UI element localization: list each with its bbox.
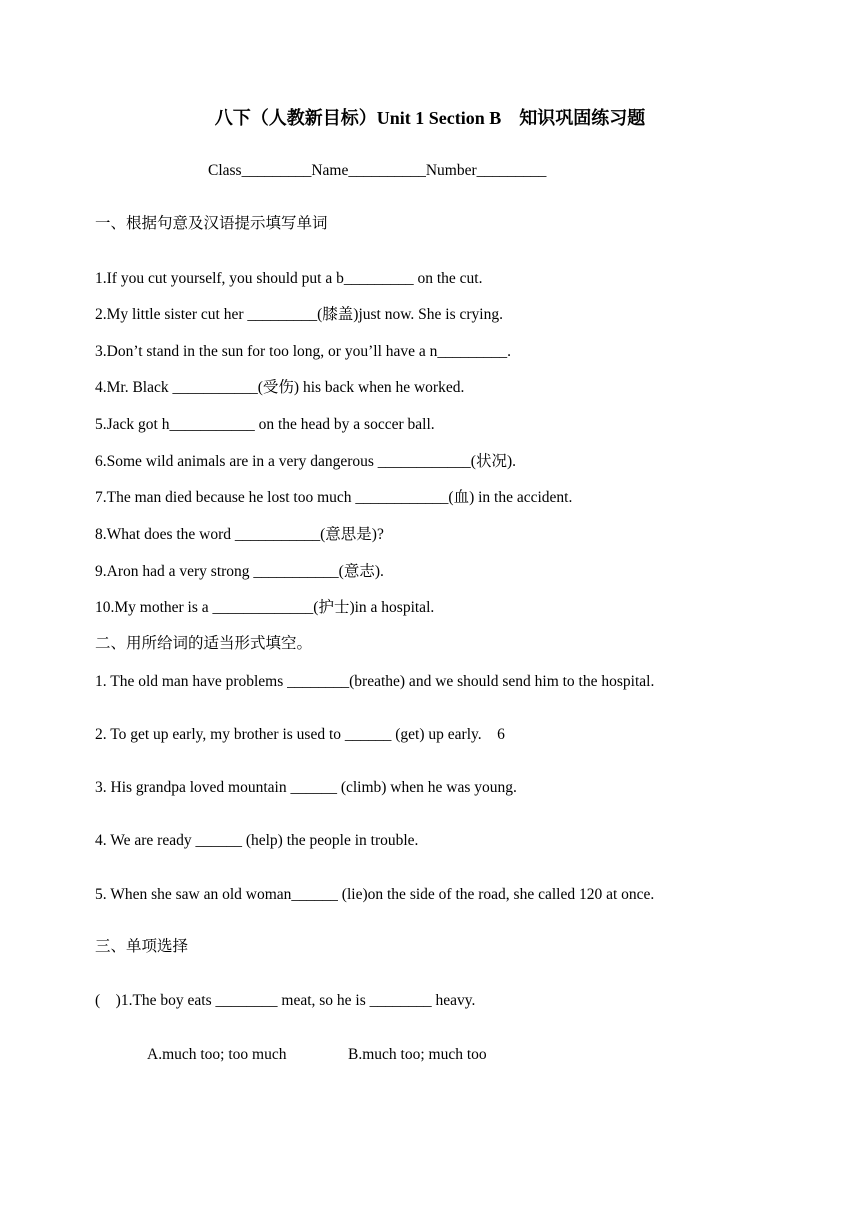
section-1-item-10: 10.My mother is a _____________(护士)in a hospital. xyxy=(95,599,435,616)
section-3-question-1: ( )1.The boy eats ________ meat, so he is ________ heavy. xyxy=(95,992,476,1009)
section-2-item-5: 5. When she saw an old woman______ (lie)on the side of the road, she called 120 at once. xyxy=(95,886,655,903)
option-b: B.much too; much too xyxy=(348,1046,487,1063)
section-1-item-6: 6.Some wild animals are in a very dangerous ____________(状况). xyxy=(95,453,516,470)
section-1-item-1: 1.If you cut yourself, you should put a b_________ on the cut. xyxy=(95,270,483,287)
section-1-heading: 一、根据句意及汉语提示填写单词 xyxy=(95,215,328,232)
section-2-item-1: 1. The old man have problems ________(breathe) and we should send him to the hospital. xyxy=(95,673,655,690)
section-1-item-5: 5.Jack got h___________ on the head by a soccer ball. xyxy=(95,416,435,433)
student-info-line: Class_________Name__________Number_________ xyxy=(208,162,547,179)
page-title: 八下（人教新目标）Unit 1 Section B 知识巩固练习题 xyxy=(214,108,646,128)
section-3-heading: 三、单项选择 xyxy=(95,938,189,955)
section-1-item-7: 7.The man died because he lost too much ____________(血) in the accident. xyxy=(95,489,573,506)
section-1-item-3: 3.Don’t stand in the sun for too long, or you’ll have a n_________. xyxy=(95,343,512,360)
section-2-item-4: 4. We are ready ______ (help) the people in trouble. xyxy=(95,832,419,849)
section-2-heading: 二、用所给词的适当形式填空。 xyxy=(95,635,313,652)
section-2-item-3: 3. His grandpa loved mountain ______ (climb) when he was young. xyxy=(95,779,517,796)
section-2-item-2: 2. To get up early, my brother is used to ______ (get) up early. 6 xyxy=(95,726,505,743)
section-1-item-8: 8.What does the word ___________(意思是)? xyxy=(95,526,384,543)
option-a: A.much too; too much xyxy=(147,1046,287,1063)
section-1-item-4: 4.Mr. Black ___________(受伤) his back when he worked. xyxy=(95,379,465,396)
section-1-item-9: 9.Aron had a very strong ___________(意志). xyxy=(95,563,384,580)
section-1-item-2: 2.My little sister cut her _________(膝盖)just now. She is crying. xyxy=(95,306,503,323)
